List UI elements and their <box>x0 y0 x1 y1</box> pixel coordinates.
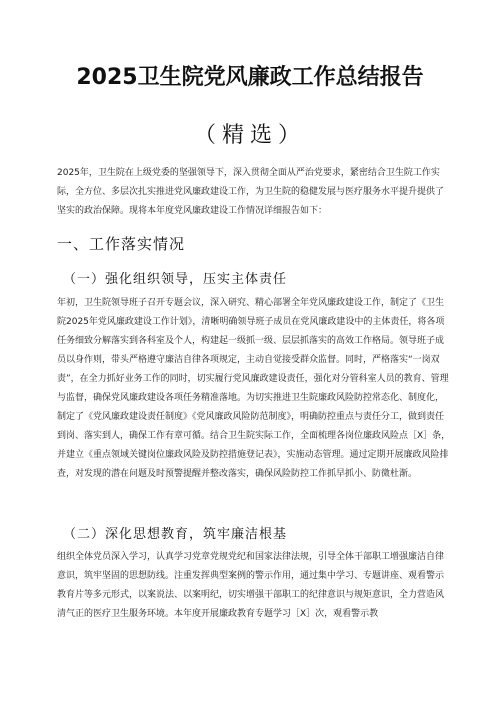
subsection-2-paragraph: 组织全体党员深入学习，认真学习党章党规党纪和国家法律法规，引导全体干部职工增强廉洁自律意识，筑牢坚固的思想防线。注重发挥典型案例的警示作用，通过集中学习、专题讲座、观看警示教育片等多元形式，以案说法、以案明纪，切实增强干部职工的纪律意识与规矩意识，全力营造风清气正的医疗卫生服务环境。本年度开展廉政教育专题学习［X］次，观看警示教 <box>57 552 445 619</box>
intro-paragraph: 2025年，卫生院在上级党委的坚强领导下，深入贯彻全面从严治党要求，紧密结合卫生院工作实际，全方位、多层次扎实推进党风廉政建设工作，为卫生院的稳健发展与医疗服务水平提升提供了坚实的政治保障。现将本年度党风廉政建设工作情况详细报告如下： <box>57 168 445 216</box>
section-heading: 一、工作落实情况 <box>57 235 186 253</box>
subsection-heading-1: （一）强化组织领导，压实主体责任 <box>63 272 288 287</box>
subsection-heading-2: （二）深化思想教育，筑牢廉洁根基 <box>63 527 288 542</box>
subsection-1-paragraph: 年初，卫生院领导班子召开专题会议，深入研究、精心部署全年党风廉政建设工作，制定了《卫生院2025年党风廉政建设工作计划》，清晰明确领导班子成员在党风廉政建设中的主体责任，将各项任务细致分解落实到各科室及个人，构建起一级抓一级、层层抓落实的高效工作格局。领导班子成员以身作则，带头严格遵守廉洁自律各项规定，主动自觉接受群众监督。同时，严格落实“一岗双责”，在全力抓好业务工作的同时，切实履行党风廉政建设责任，强化对分管科室人员的教育、管理与监督，确保党风廉政建设各项任务精准落地。为切实推进卫生院廉政风险防控常态化、制度化，制定了《党风廉政建设责任制度》《党风廉政风险防范制度》，明确防控重点与责任分工，做到责任到岗、落实到人，确保工作有章可循。结合卫生院实际工作，全面梳理各岗位廉政风险点［X］条，并建立《重点领域关键岗位廉政风险及防控措施登记表》，实施动态管理。通过定期开展廉政风险排查，对发现的潜在问题及时预警提醒并整改落实，确保风险防控工作抓早抓小、防微杜渐。 <box>57 298 451 479</box>
document-title: 2025卫生院党风廉政工作总结报告 <box>76 65 424 90</box>
document-subtitle: （精选） <box>193 123 306 148</box>
